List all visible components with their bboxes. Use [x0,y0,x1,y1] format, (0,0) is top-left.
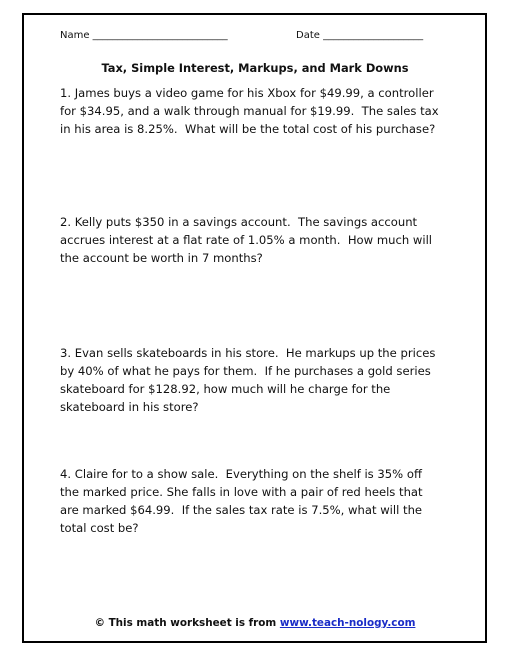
problem-4: 4. Claire for to a show sale. Everything on the shelf is 35% off the marked price. She falls in love with a pair of red heels that are marked $64.99. If the sales tax rate is 7.5%, what will the total cost be? [60,467,423,535]
footer [0,617,510,629]
worksheet-title: Tax, Simple Interest, Markups, and Mark Downs [101,61,409,75]
footer-link[interactable]: www.teach-nology.com [279,617,416,629]
date-field: Date ____________________ [296,30,424,41]
problem-2: 2. Kelly puts $350 in a savings account. The savings account accrues interest at a flat rate of 1.05% a month. How much will the account be worth in 7 months? [60,215,433,265]
name-field: Name ___________________________ [60,30,228,41]
problem-3: 3. Evan sells skateboards in his store. He markups up the prices by 40% of what he pays for them. If he purchases a gold series skateboard for $128.92, how much will he charge for the skateboard in his store? [60,346,436,414]
problem-1: 1. James buys a video game for his Xbox for $49.99, a controller for $34.95, and a walk through manual for $19.99. The sales tax in his area is 8.25%. What will be the total cost of his purchase? [60,86,439,136]
footer-text: © This math worksheet is from [94,617,280,629]
